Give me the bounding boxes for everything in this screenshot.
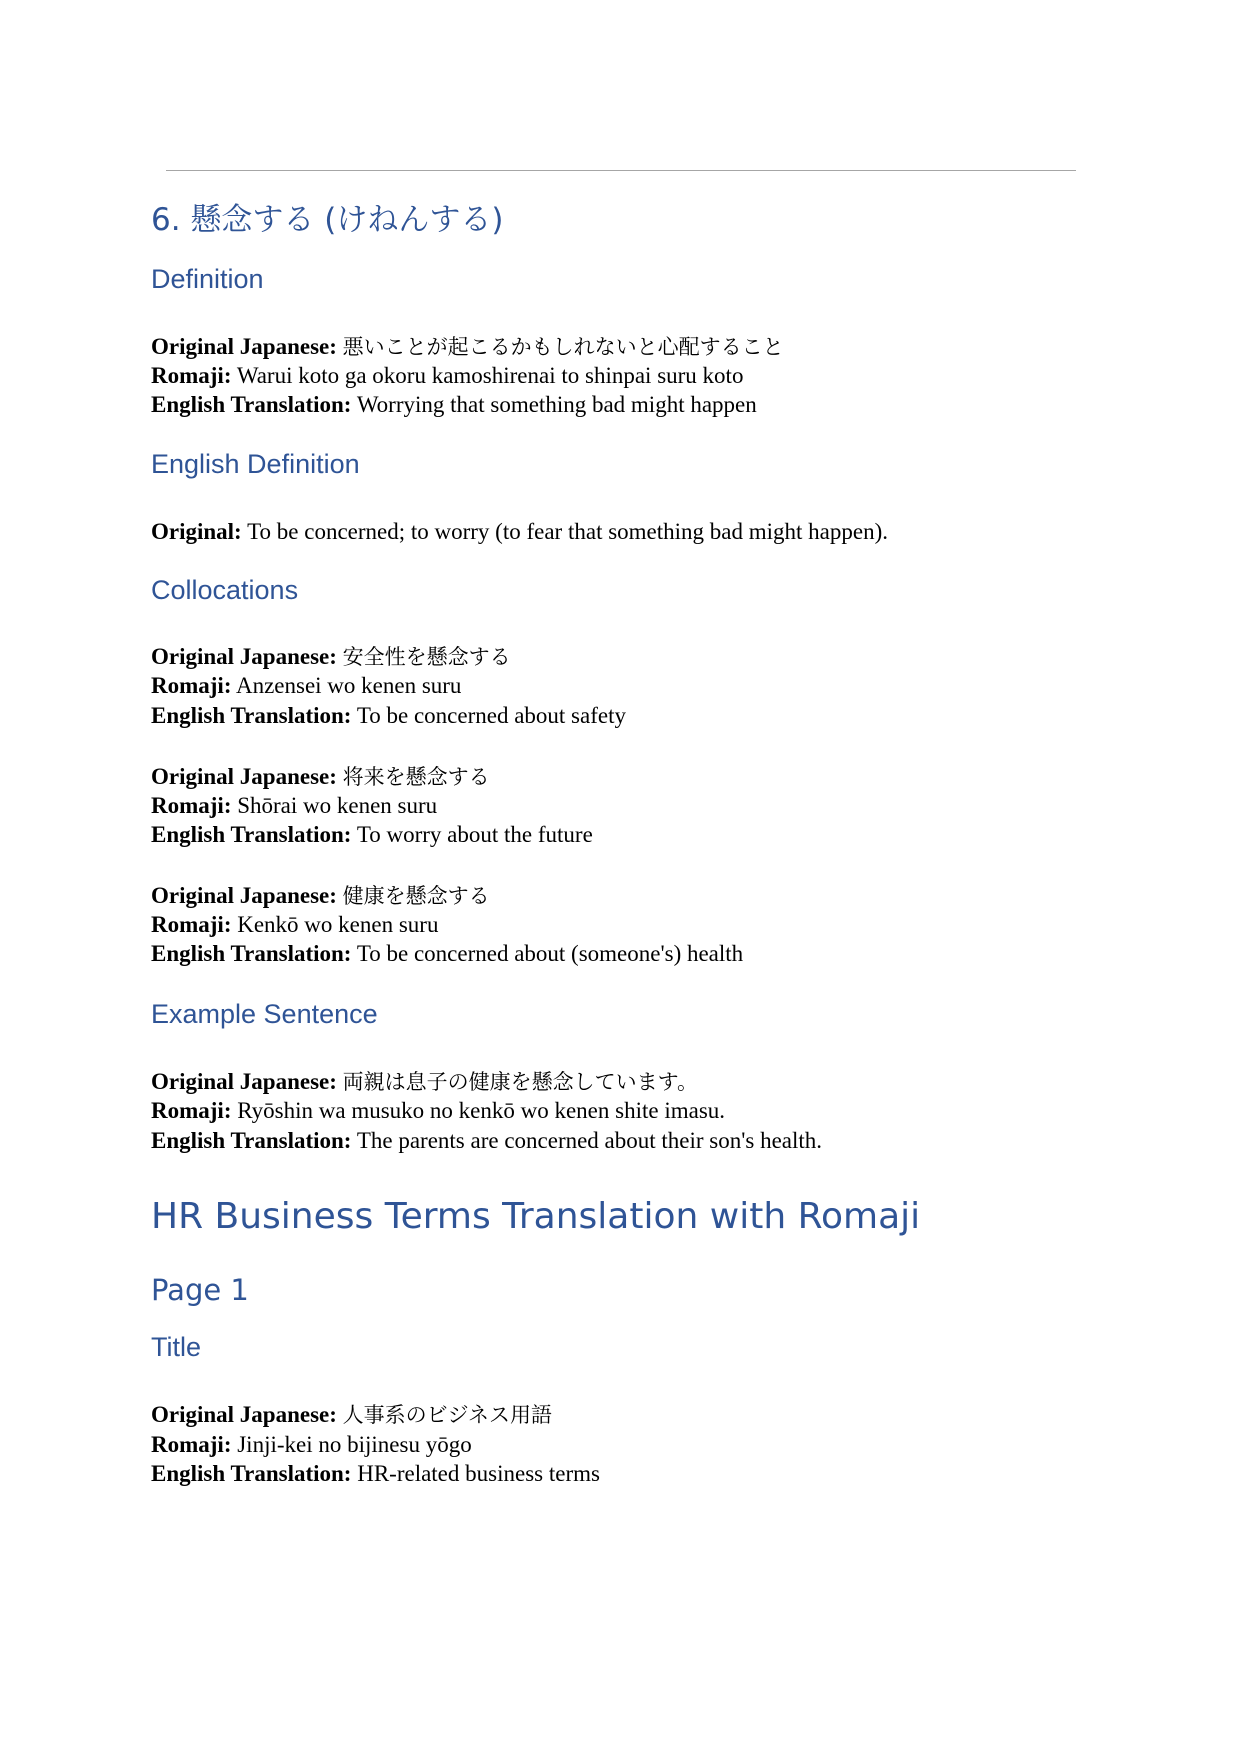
example-romaji-value: Ryōshin wa musuko no kenkō wo kenen shite imasu. xyxy=(237,1098,726,1123)
definition-romaji-line xyxy=(151,361,743,390)
term-heading: 6. 懸念する (けねんする) xyxy=(151,202,504,238)
label-romaji: Romaji: xyxy=(151,673,232,698)
collocation-3-romaji-value: Kenkō wo kenen suru xyxy=(237,912,439,937)
label-romaji: Romaji: xyxy=(151,1098,232,1123)
collocations-heading: Collocations xyxy=(151,575,299,605)
definition-heading: Definition xyxy=(151,264,264,294)
collocation-2-japanese-line xyxy=(151,762,490,792)
english-definition-value: To be concerned; to worry (to fear that something bad might happen). xyxy=(247,519,888,544)
label-original-japanese: Original Japanese: xyxy=(151,764,337,789)
title-romaji-line xyxy=(151,1430,472,1459)
collocation-3-japanese-value: 健康を懸念する xyxy=(342,884,490,908)
example-english-value: The parents are concerned about their son's health. xyxy=(356,1128,823,1153)
definition-english-value: Worrying that something bad might happen xyxy=(356,392,757,417)
english-definition-heading: English Definition xyxy=(151,449,360,479)
label-original-japanese: Original Japanese: xyxy=(151,1402,337,1427)
definition-japanese-value: 悪いことが起こるかもしれないと心配すること xyxy=(342,335,784,359)
label-original: Original: xyxy=(151,519,242,544)
example-english-line xyxy=(151,1126,822,1155)
label-original-japanese: Original Japanese: xyxy=(151,334,337,359)
collocation-2-english-value: To worry about the future xyxy=(356,822,593,847)
title-japanese-line xyxy=(151,1400,552,1430)
section-title: HR Business Terms Translation with Romaji xyxy=(151,1196,921,1237)
title-english-line xyxy=(151,1459,600,1488)
label-romaji: Romaji: xyxy=(151,363,232,388)
label-romaji: Romaji: xyxy=(151,1432,232,1457)
label-original-japanese: Original Japanese: xyxy=(151,883,337,908)
label-original-japanese: Original Japanese: xyxy=(151,1069,337,1094)
label-english-translation: English Translation: xyxy=(151,392,352,417)
collocation-1-romaji-value: Anzensei wo kenen suru xyxy=(235,673,462,698)
collocation-1-romaji-line xyxy=(151,671,461,700)
label-romaji: Romaji: xyxy=(151,793,232,818)
title-japanese-value: 人事系のビジネス用語 xyxy=(342,1403,553,1427)
collocation-3-english-value: To be concerned about (someone's) health xyxy=(356,941,744,966)
page-heading: Page 1 xyxy=(151,1273,249,1307)
collocation-3-romaji-line xyxy=(151,910,438,939)
example-japanese-value: 両親は息子の健康を懸念しています。 xyxy=(342,1070,698,1094)
collocation-2-japanese-value: 将来を懸念する xyxy=(342,765,490,789)
label-english-translation: English Translation: xyxy=(151,822,352,847)
example-sentence-heading: Example Sentence xyxy=(151,999,378,1029)
label-original-japanese: Original Japanese: xyxy=(151,644,337,669)
collocation-1-english-line xyxy=(151,701,626,730)
definition-english-line xyxy=(151,390,757,419)
label-english-translation: English Translation: xyxy=(151,703,352,728)
label-english-translation: English Translation: xyxy=(151,1461,352,1486)
collocation-2-romaji-line xyxy=(151,791,437,820)
horizontal-rule xyxy=(166,170,1076,171)
collocation-3-english-line xyxy=(151,939,743,968)
label-romaji: Romaji: xyxy=(151,912,232,937)
title-heading: Title xyxy=(151,1332,202,1362)
label-english-translation: English Translation: xyxy=(151,1128,352,1153)
collocation-2-english-line xyxy=(151,820,593,849)
collocation-1-japanese-line xyxy=(151,642,511,672)
collocation-1-english-value: To be concerned about safety xyxy=(356,703,626,728)
definition-japanese-line xyxy=(151,332,784,362)
label-english-translation: English Translation: xyxy=(151,941,352,966)
collocation-1-japanese-value: 安全性を懸念する xyxy=(342,645,511,669)
collocation-2-romaji-value: Shōrai wo kenen suru xyxy=(237,793,438,818)
title-romaji-value: Jinji-kei no bijinesu yōgo xyxy=(237,1432,472,1457)
definition-romaji-value: Warui koto ga okoru kamoshirenai to shinpai suru koto xyxy=(236,363,744,388)
collocation-3-japanese-line xyxy=(151,881,490,911)
example-japanese-line xyxy=(151,1067,698,1097)
english-definition-line xyxy=(151,517,888,546)
example-romaji-line xyxy=(151,1096,725,1125)
title-english-value: HR-related business terms xyxy=(357,1461,600,1486)
